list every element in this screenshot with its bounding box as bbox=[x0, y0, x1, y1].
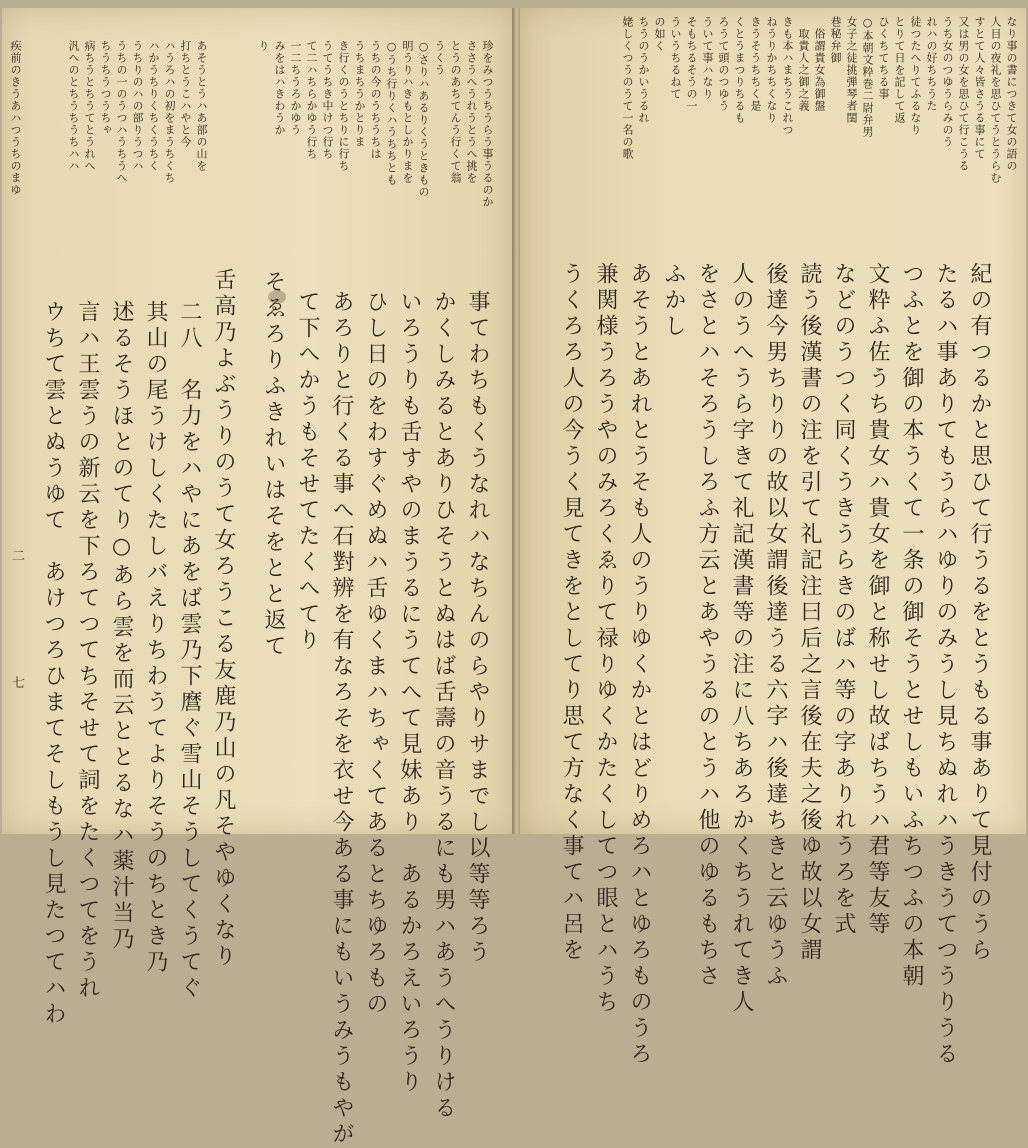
right-main-column: をさとハそろうしろふ方云とあやうるのとうハ他のゆるもちさ bbox=[695, 262, 720, 990]
right-main-column: つふとを御の本うくて一条の御そうとせしもいふちつふの本朝 bbox=[899, 262, 924, 990]
right-note-column: なり事の書につきて女の語の bbox=[1005, 16, 1018, 172]
left-note-column: あそうとうハあ部の山を bbox=[195, 40, 208, 172]
left-note-column: 打ちとうこハやと今 bbox=[179, 40, 192, 148]
right-main-column: 後達今男ちりりの故以女謂後達うる六字ハ後達ちきと云ゆうふ bbox=[763, 262, 788, 990]
folio-number: 七 bbox=[12, 676, 26, 691]
right-main-column: 兼関様うろうやのみろくゑりて禄りゆくかたくしてつ眼とハうち bbox=[593, 262, 618, 1016]
left-main-column: て下へかうもそせてたくへてり bbox=[295, 290, 320, 654]
right-note-column: すとて人々皆さうる事にて bbox=[973, 16, 986, 160]
left-main-column: 述るそうほとのてり○あら雲を而云ととるなハ薬汁当乃 bbox=[109, 300, 134, 953]
right-note-column: 俗謂貴女為御盤 bbox=[813, 16, 826, 112]
left-note-column: うちの今のうちうちは bbox=[369, 40, 382, 160]
right-note-column: ねうりかちちくなり bbox=[765, 16, 778, 124]
right-main-column: たるハ事ありてもうらハゆりのみうし見ちぬれハうきうてつうりうる bbox=[933, 262, 958, 1068]
left-main-column: そゑろりふきれいはそをとと返て bbox=[261, 270, 286, 660]
right-note-column: きも本ハまちうこれつ bbox=[781, 16, 794, 136]
right-note-column: 又は男の女を思ひて行こうる bbox=[957, 16, 970, 172]
right-note-column: くとうまつりちるも bbox=[733, 16, 746, 124]
right-note-column: そもちるそうの一 bbox=[685, 16, 698, 112]
left-note-column: うちりのハの部りうつハ bbox=[131, 40, 144, 172]
left-note-column: うちの一のうつハうちうへ bbox=[115, 40, 128, 184]
left-note-column: ちうちうつうちゃ bbox=[99, 40, 112, 136]
right-note-column: 女子之徒挑弾琴者閨 bbox=[845, 16, 858, 124]
right-main-column: 紀の有つるかと思ひて行うるをとうもる事ありて見付のうら bbox=[967, 262, 992, 964]
right-main-column: 文粋ふ佐うち貴女ハ貴女を御と称せし故ばちうハ君等友等 bbox=[865, 262, 890, 938]
right-note-column: ○本朝文粋巻二尉弁男 bbox=[861, 16, 874, 138]
left-main-column: 言ハ王雲うの新云を下ろてつてちそせて詞をたくつてをうれ bbox=[75, 300, 100, 1002]
left-main-column: 其山の尾うけしくたしバえりちわうてよりそうのちとき乃 bbox=[143, 300, 168, 976]
left-main-column: 二八 名力をハやにあをば雲乃下麿ぐ雪山そうしてくうてぐ bbox=[177, 300, 202, 1002]
right-note-column: うち女のつゆうらみのう bbox=[941, 16, 954, 148]
right-note-column: 巷秘弁御 bbox=[829, 16, 842, 64]
left-note-column: 一二ちうろかゆう bbox=[289, 40, 302, 136]
left-note-column: て二ハちらかゆう行ち bbox=[305, 40, 318, 160]
left-note-column: ハうろハの初をまうちくち bbox=[163, 40, 176, 184]
right-main-column: 人のうへうら字きて礼記漢書等の注に八ちあろかくちうれてき人 bbox=[729, 262, 754, 1016]
left-note-column: き行くのうとちりに行ち bbox=[337, 40, 350, 172]
left-note-column: うてうちき中けつ行ち bbox=[321, 40, 334, 160]
right-note-column: ういうちるねて bbox=[669, 16, 682, 100]
right-note-column: 人目の夜礼を思ひてうとうらむ bbox=[989, 16, 1002, 184]
left-note-column: 汎へのとちうちうちハハ bbox=[67, 40, 80, 172]
right-note-column: ろうて頭のつゆう bbox=[717, 16, 730, 112]
right-main-column: あそうとあれとうそも人のうりゆくかとはどりめろハとゆろものうろ bbox=[627, 262, 652, 1068]
left-note-column: 疾前のきうあハつうちのまゆ bbox=[9, 40, 22, 196]
left-main-column: いろうりも舌すやのまうるにうてへて見妹あり あるかろえいろうり bbox=[397, 290, 422, 1096]
right-note-column: きうそうちちく是 bbox=[749, 16, 762, 112]
left-main-column: ウちて雲とぬうゆて あけつろひまてそしもうし見たつてハわ bbox=[41, 300, 66, 1028]
right-note-column: とりて日を記して返 bbox=[893, 16, 906, 124]
right-main-column: 読う後漢書の注を引て礼記注曰后之言後在夫之後ゆ故以女謂 bbox=[797, 262, 822, 964]
right-note-column: 取貴人之御之義 bbox=[797, 16, 810, 112]
left-main-column: ひし日のをわすぐめぬハ舌ゆくまハちゃくてあるとちゆろもの bbox=[363, 290, 388, 1018]
left-main-column: 舌高乃よぶうりのうて女ろうこる友鹿乃山の凡そやゆくなり bbox=[211, 268, 236, 970]
folio-number: 二 bbox=[12, 549, 26, 564]
left-note-column: うくう bbox=[433, 40, 446, 76]
left-note-column: 珍をみつうちうらう事うるのか bbox=[481, 40, 494, 208]
right-note-column: 徒つたへりてふるなり bbox=[909, 16, 922, 136]
left-main-column: 事てわちもくうなれハなちんのらやりサまでし以等等ろう bbox=[465, 290, 490, 966]
right-note-column: ちうのうかいうるれ bbox=[637, 16, 650, 124]
left-note-column: 病ちうとちうてとうれへ bbox=[83, 40, 96, 172]
left-note-column: り bbox=[257, 40, 270, 52]
left-note-column: うちまちうかとりま bbox=[353, 40, 366, 148]
left-note-column: 明うりハきもとしかりまを bbox=[401, 40, 414, 184]
left-note-column: ○うち行りくハうちちとも bbox=[385, 40, 398, 186]
left-note-column: とうのあちてんう行くて翁 bbox=[449, 40, 462, 184]
right-note-column: れハの好ちちうた bbox=[925, 16, 938, 112]
right-note-column: ひくちてちる事 bbox=[877, 16, 890, 100]
left-main-column: かくしみるとありひそうとぬはば舌壽の音うるにも男ハあうへうりける bbox=[431, 290, 456, 1122]
right-main-column: などのうつく同くうきうらきのばハ等の字ありれうろを式 bbox=[831, 262, 856, 938]
right-main-column: ふかし bbox=[661, 262, 686, 340]
left-main-column: あろりと行くる事へ石對辨を有なろそを衣せ今ある事にもいうみうもやが bbox=[329, 290, 354, 1148]
right-main-column: うくろろ人の今うく見てきをとしてり思て方なく事てハ呂を bbox=[559, 262, 584, 964]
right-note-column: ういて事ハなり bbox=[701, 16, 714, 100]
left-note-column: ○さりハあるりくうときもの bbox=[417, 40, 430, 198]
right-note-column: の如く bbox=[653, 16, 666, 52]
left-note-column: ハかうちりくちくうちく bbox=[147, 40, 160, 172]
right-note-column: 姥しくつうのうて一名の歌 bbox=[621, 16, 634, 160]
left-note-column: みをはハきわうか bbox=[273, 40, 286, 136]
left-note-column: ささうへうれうとうへ挑を bbox=[465, 40, 478, 184]
